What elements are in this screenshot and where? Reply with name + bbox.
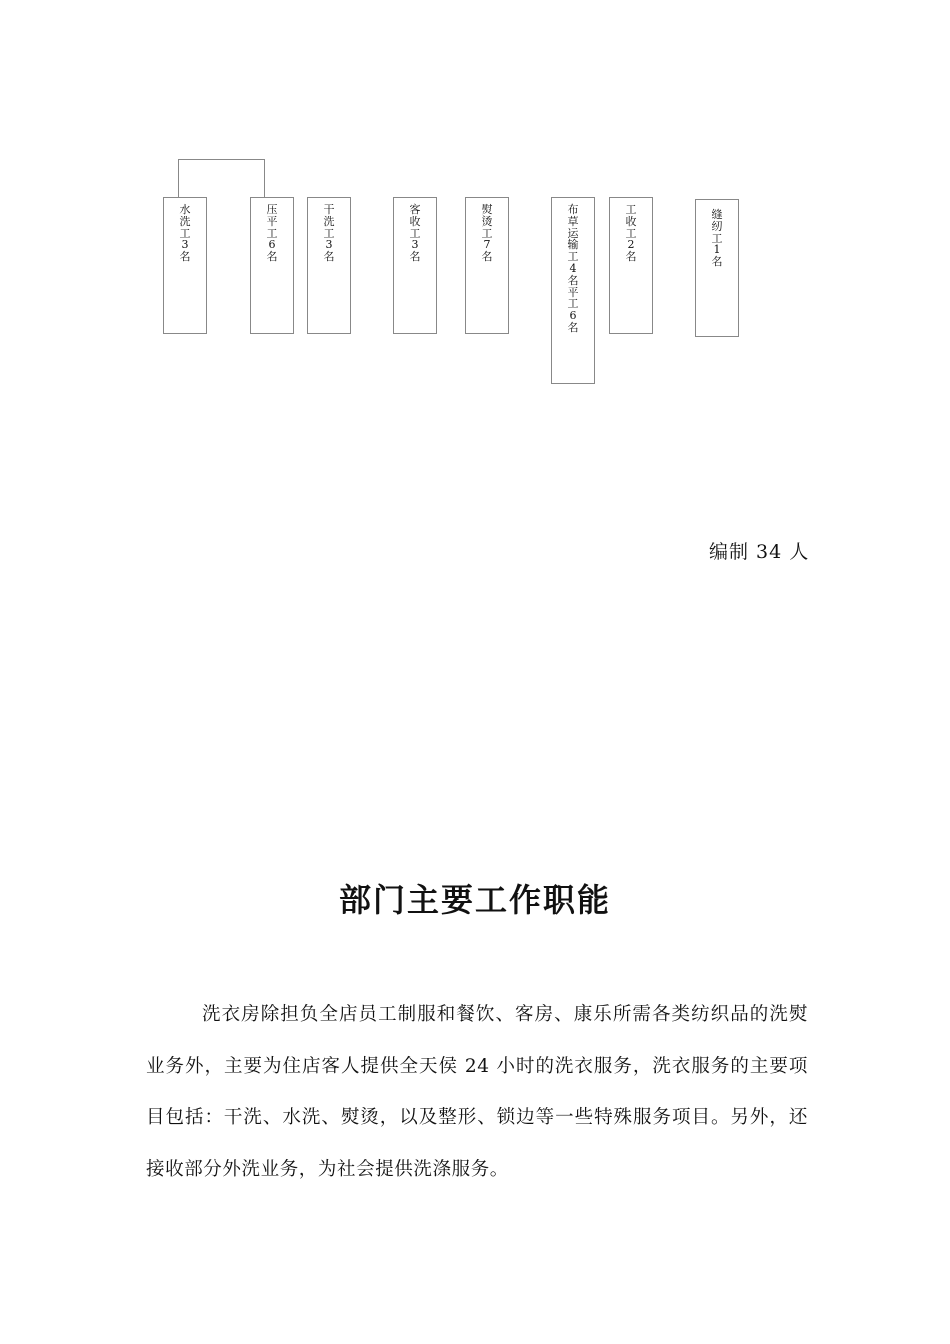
org-box-ironing: [465, 197, 509, 334]
staff-total: 编制 34 人: [709, 541, 810, 563]
org-box-label: 干 洗 工 3 名: [323, 203, 335, 264]
org-box-staff-receiving: [609, 197, 653, 334]
org-box-linen-transport: [551, 197, 595, 384]
org-box-sewing: [695, 199, 739, 337]
section-title: 部门主要工作职能: [338, 881, 611, 919]
org-chart-connector: [178, 159, 265, 198]
org-box-label: 客 收 工 3 名: [409, 203, 421, 264]
org-box-label: 工 收 工 2 名: [625, 203, 637, 264]
org-box-guest-receiving: [393, 197, 437, 334]
org-box-label: 水 洗 工 3 名: [179, 203, 191, 264]
org-box-label: 压 平 工 6 名: [266, 203, 278, 264]
org-box-label: 布 草 运 输 工 4 名 平 工 6 名: [567, 203, 579, 334]
org-box-label: 缝 纫 工 1 名: [711, 208, 723, 269]
org-box-pressing: [250, 197, 294, 334]
org-box-dry-clean: [307, 197, 351, 334]
body-paragraph: 洗衣房除担负全店员工制服和餐饮、客房、康乐所需各类纺织品的洗熨业务外，主要为住店客人提供全天侯 24 小时的洗衣服务，洗衣服务的主要项目包括：干洗、水洗、熨烫，以及整形、锁边等一些特殊服务项目。另外，还接收部分外洗业务，为社会提供洗涤服务。: [146, 1004, 808, 1180]
org-box-water-wash: [163, 197, 207, 334]
org-box-label: 熨 烫 工 7 名: [481, 203, 493, 264]
